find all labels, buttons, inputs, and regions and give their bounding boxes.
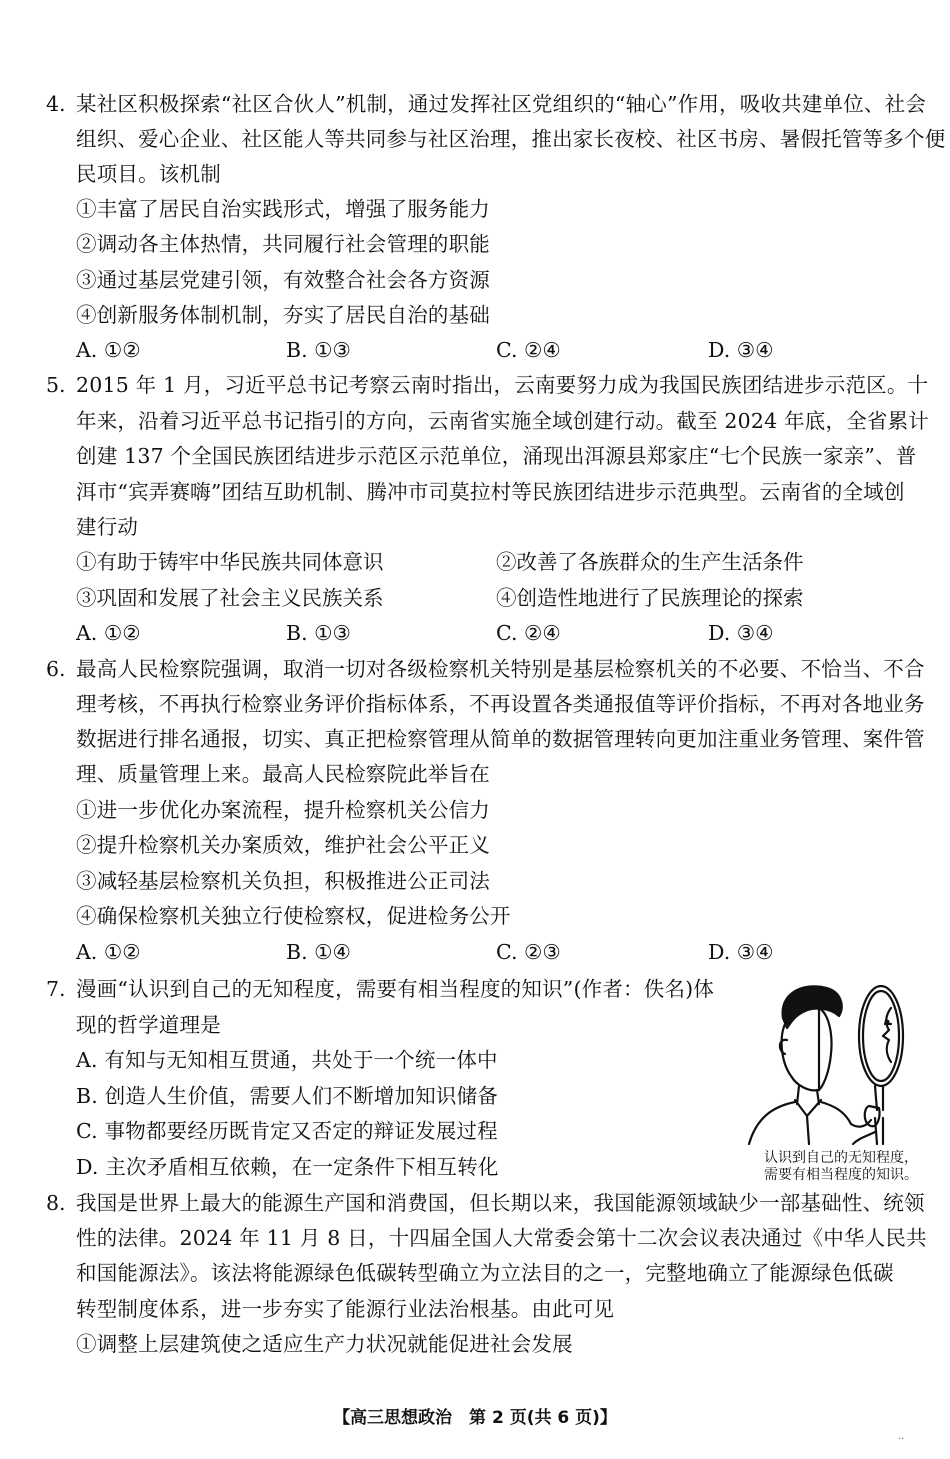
q6-stem-line: 数据进行排名通报，切实、真正把检察管理从简单的数据管理转向更加注重业务管理、案件管 <box>76 727 925 751</box>
q4-stem-line: 民项目。该机制 <box>76 162 221 186</box>
q6-option-b: B. ①④ <box>286 940 351 964</box>
q5-option-b: B. ①③ <box>286 621 351 645</box>
q6-option-a: A. ①② <box>76 940 141 964</box>
q6-statement: ①进一步优化办案流程，提升检察机关公信力 <box>76 798 490 822</box>
cartoon-caption <box>728 1150 918 1184</box>
q5-number: 5. <box>46 373 66 397</box>
q5-statement: ②改善了各族群众的生产生活条件 <box>496 550 804 574</box>
cartoon-caption-line: 认识到自己的无知程度， <box>764 1150 918 1166</box>
q5-option-d: D. ③④ <box>708 621 774 645</box>
q7-choice-a: A. 有知与无知相互贯通，共处于一个统一体中 <box>76 1048 498 1072</box>
q4-option-c: C. ②④ <box>496 338 561 362</box>
q4-statement: ④创新服务体制机制，夯实了居民自治的基础 <box>76 303 490 327</box>
cartoon-man-with-mirror <box>735 978 913 1146</box>
q5-option-c: C. ②④ <box>496 621 561 645</box>
q5-statement: ①有助于铸牢中华民族共同体意识 <box>76 550 384 574</box>
q5-option-a: A. ①② <box>76 621 141 645</box>
q4-statement: ③通过基层党建引领，有效整合社会各方资源 <box>76 268 490 292</box>
q8-number: 8. <box>46 1191 66 1215</box>
q7-stem-line: 现的哲学道理是 <box>76 1013 221 1037</box>
q4-option-b: B. ①③ <box>286 338 351 362</box>
q5-stem-line: 洱市“宾弄赛嗨”团结互助机制、腾冲市司莫拉村等民族团结进步示范典型。云南省的全域创 <box>76 480 905 504</box>
corner-mark: ·· <box>898 1434 905 1445</box>
page-footer: 【高三思想政治 第 2 页(共 6 页)】 <box>333 1408 617 1428</box>
q5-statement: ④创造性地进行了民族理论的探索 <box>496 586 804 610</box>
q6-option-d: D. ③④ <box>708 940 774 964</box>
q6-option-c: C. ②③ <box>496 940 561 964</box>
q4-stem-line: 组织、爱心企业、社区能人等共同参与社区治理，推出家长夜校、社区书房、暑假托管等多个便 <box>76 127 946 151</box>
q8-stem-line: 转型制度体系，进一步夯实了能源行业法治根基。由此可见 <box>76 1297 615 1321</box>
q7-stem-line: 漫画“认识到自己的无知程度，需要有相当程度的知识”(作者：佚名)体 <box>76 977 715 1001</box>
q5-stem-line: 2015 年 1 月，习近平总书记考察云南时指出，云南要努力成为我国民族团结进步示范区。十 <box>76 373 929 397</box>
q4-stem-line: 某社区积极探索“社区合伙人”机制，通过发挥社区党组织的“轴心”作用，吸收共建单位、社会 <box>76 92 927 116</box>
q4-statement: ②调动各主体热情，共同履行社会管理的职能 <box>76 232 490 256</box>
q4-option-a: A. ①② <box>76 338 141 362</box>
q4-number: 4. <box>46 92 66 116</box>
cartoon-caption-line: 需要有相当程度的知识。 <box>764 1167 918 1183</box>
q5-stem-line: 建行动 <box>76 515 139 539</box>
q8-stem-line: 我国是世界上最大的能源生产国和消费国，但长期以来，我国能源领域缺少一部基础性、统领 <box>76 1191 925 1215</box>
q8-stem-line: 和国能源法》。该法将能源绿色低碳转型确立为立法目的之一，完整地确立了能源绿色低碳 <box>76 1261 894 1285</box>
q7-choice-c: C. 事物都要经历既肯定又否定的辩证发展过程 <box>76 1119 498 1143</box>
q7-choice-d: D. 主次矛盾相互依赖，在一定条件下相互转化 <box>76 1155 499 1179</box>
q7-choice-b: B. 创造人生价值，需要人们不断增加知识储备 <box>76 1084 498 1108</box>
q5-stem-line: 年来，沿着习近平总书记指引的方向，云南省实施全域创建行动。截至 2024 年底，全省累计 <box>76 409 930 433</box>
q7-number: 7. <box>46 977 66 1001</box>
q4-option-d: D. ③④ <box>708 338 774 362</box>
q6-stem-line: 最高人民检察院强调，取消一切对各级检察机关特别是基层检察机关的不必要、不恰当、不合 <box>76 657 925 681</box>
q5-stem-line: 创建 137 个全国民族团结进步示范区示范单位，涌现出洱源县郑家庄“七个民族一家亲”、普 <box>76 444 917 468</box>
q6-stem-line: 理、质量管理上来。最高人民检察院此举旨在 <box>76 762 490 786</box>
q6-statement: ②提升检察机关办案质效，维护社会公平正义 <box>76 833 490 857</box>
q8-stem-line: 性的法律。2024 年 11 月 8 日，十四届全国人大常委会第十二次会议表决通过《中华人民共 <box>76 1226 927 1250</box>
q5-statement: ③巩固和发展了社会主义民族关系 <box>76 586 384 610</box>
q6-statement: ④确保检察机关独立行使检察权，促进检务公开 <box>76 904 511 928</box>
q4-statement: ①丰富了居民自治实践形式，增强了服务能力 <box>76 197 490 221</box>
q8-statement: ①调整上层建筑使之适应生产力状况就能促进社会发展 <box>76 1332 573 1356</box>
q6-statement: ③减轻基层检察机关负担，积极推进公正司法 <box>76 869 490 893</box>
q6-stem-line: 理考核，不再执行检察业务评价指标体系，不再设置各类通报值等评价指标，不再对各地业务 <box>76 692 925 716</box>
q6-number: 6. <box>46 657 66 681</box>
